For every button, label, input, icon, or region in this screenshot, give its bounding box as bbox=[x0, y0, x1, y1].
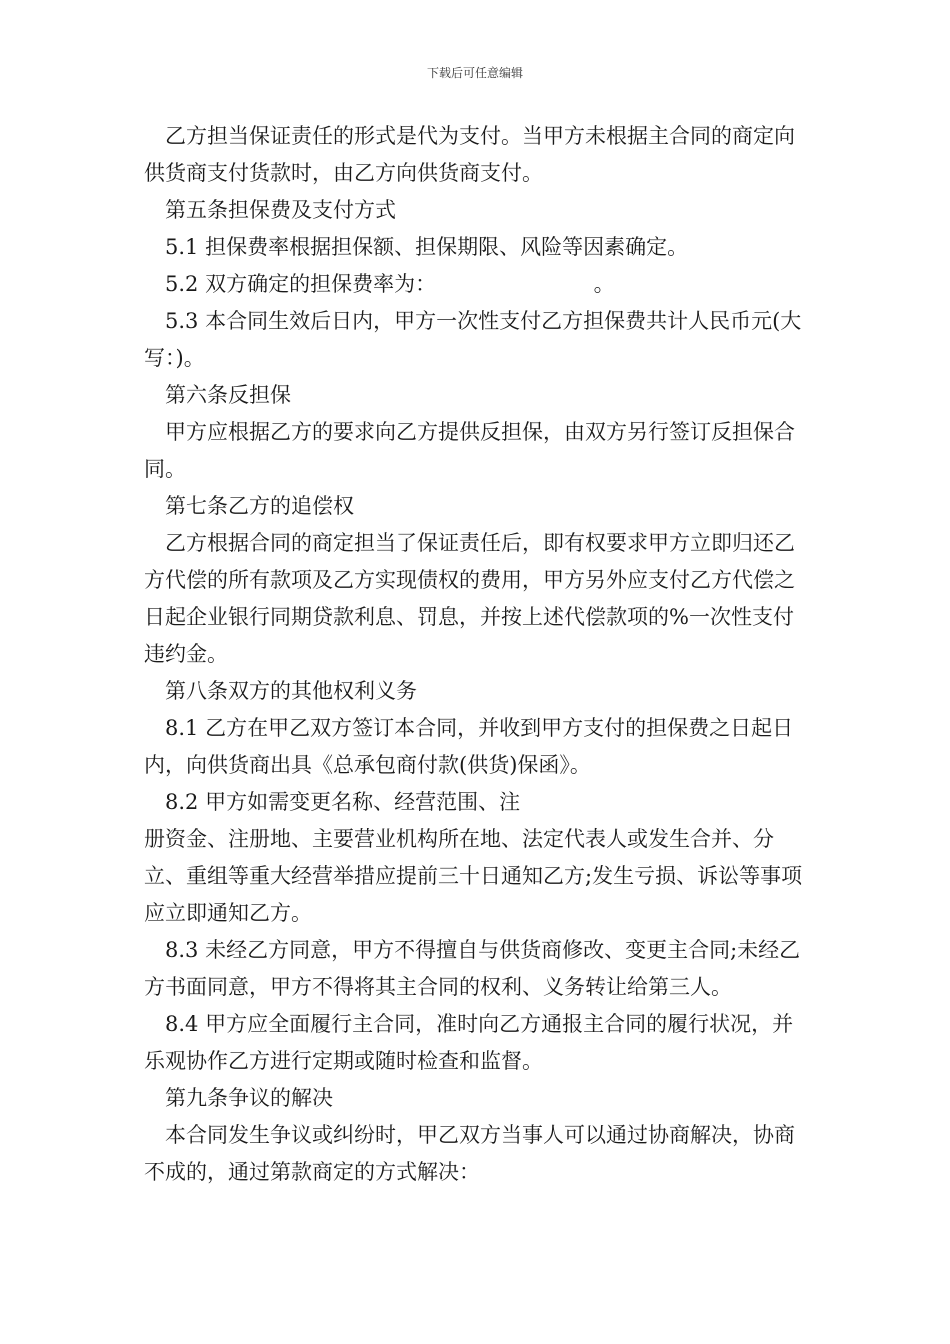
section-heading-article-7: 第七条乙方的追偿权 bbox=[165, 494, 354, 518]
paragraph-counter-guarantee: 甲方应根据乙方的要求向乙方提供反担保，由双方另行签订反担保合同。 bbox=[144, 420, 795, 481]
clause-8-1: 8.1 乙方在甲乙双方签订本合同，并收到甲方支付的担保费之日起日内，向供货商出具《总承包商付款(供货)保函》。 bbox=[144, 716, 794, 777]
paragraph-recourse-right: 乙方根据合同的商定担当了保证责任后，即有权要求甲方立即归还乙方代偿的所有款项及乙方实现债权的费用，甲方另外应支付乙方代偿之日起企业银行同期贷款利息、罚息，并按上述代偿款项的%一次性支付违约金。 bbox=[144, 531, 795, 666]
document-body bbox=[144, 118, 806, 1191]
page-header: 下载后可任意编辑 bbox=[426, 66, 523, 80]
clause-8-2: 8.2 甲方如需变更名称、经营范围、注 bbox=[165, 790, 521, 814]
clause-5-3: 5.3 本合同生效后日内，甲方一次性支付乙方担保费共计人民币元(大写：)。 bbox=[144, 309, 802, 370]
section-heading-article-8: 第八条双方的其他权利义务 bbox=[165, 679, 417, 703]
clause-8-4: 8.4 甲方应全面履行主合同，准时向乙方通报主合同的履行状况，并乐观协作乙方进行定期或随时检查和监督。 bbox=[144, 1012, 794, 1073]
paragraph-dispute-resolution: 本合同发生争议或纠纷时，甲乙双方当事人可以通过协商解决，协商不成的，通过第款商定的方式解决： bbox=[144, 1123, 795, 1184]
clause-8-3: 8.3 未经乙方同意，甲方不得擅自与供货商修改、变更主合同;未经乙方书面同意，甲方不得将其主合同的权利、义务转让给第三人。 bbox=[144, 938, 801, 999]
clause-8-2-continued: 册资金、注册地、主要营业机构所在地、法定代表人或发生合并、分立、重组等重大经营举措应提前三十日通知乙方;发生亏损、诉讼等事项应立即通知乙方。 bbox=[144, 827, 803, 925]
section-heading-article-6: 第六条反担保 bbox=[165, 383, 291, 407]
clause-5-2: 5.2 双方确定的担保费率为： 。 bbox=[165, 272, 615, 296]
paragraph-guarantee-form: 乙方担当保证责任的形式是代为支付。当甲方未根据主合同的商定向供货商支付货款时，由乙方向供货商支付。 bbox=[144, 124, 795, 185]
clause-5-1: 5.1 担保费率根据担保额、担保期限、风险等因素确定。 bbox=[165, 235, 689, 259]
section-heading-article-9: 第九条争议的解决 bbox=[165, 1086, 333, 1110]
section-heading-article-5: 第五条担保费及支付方式 bbox=[165, 198, 396, 222]
